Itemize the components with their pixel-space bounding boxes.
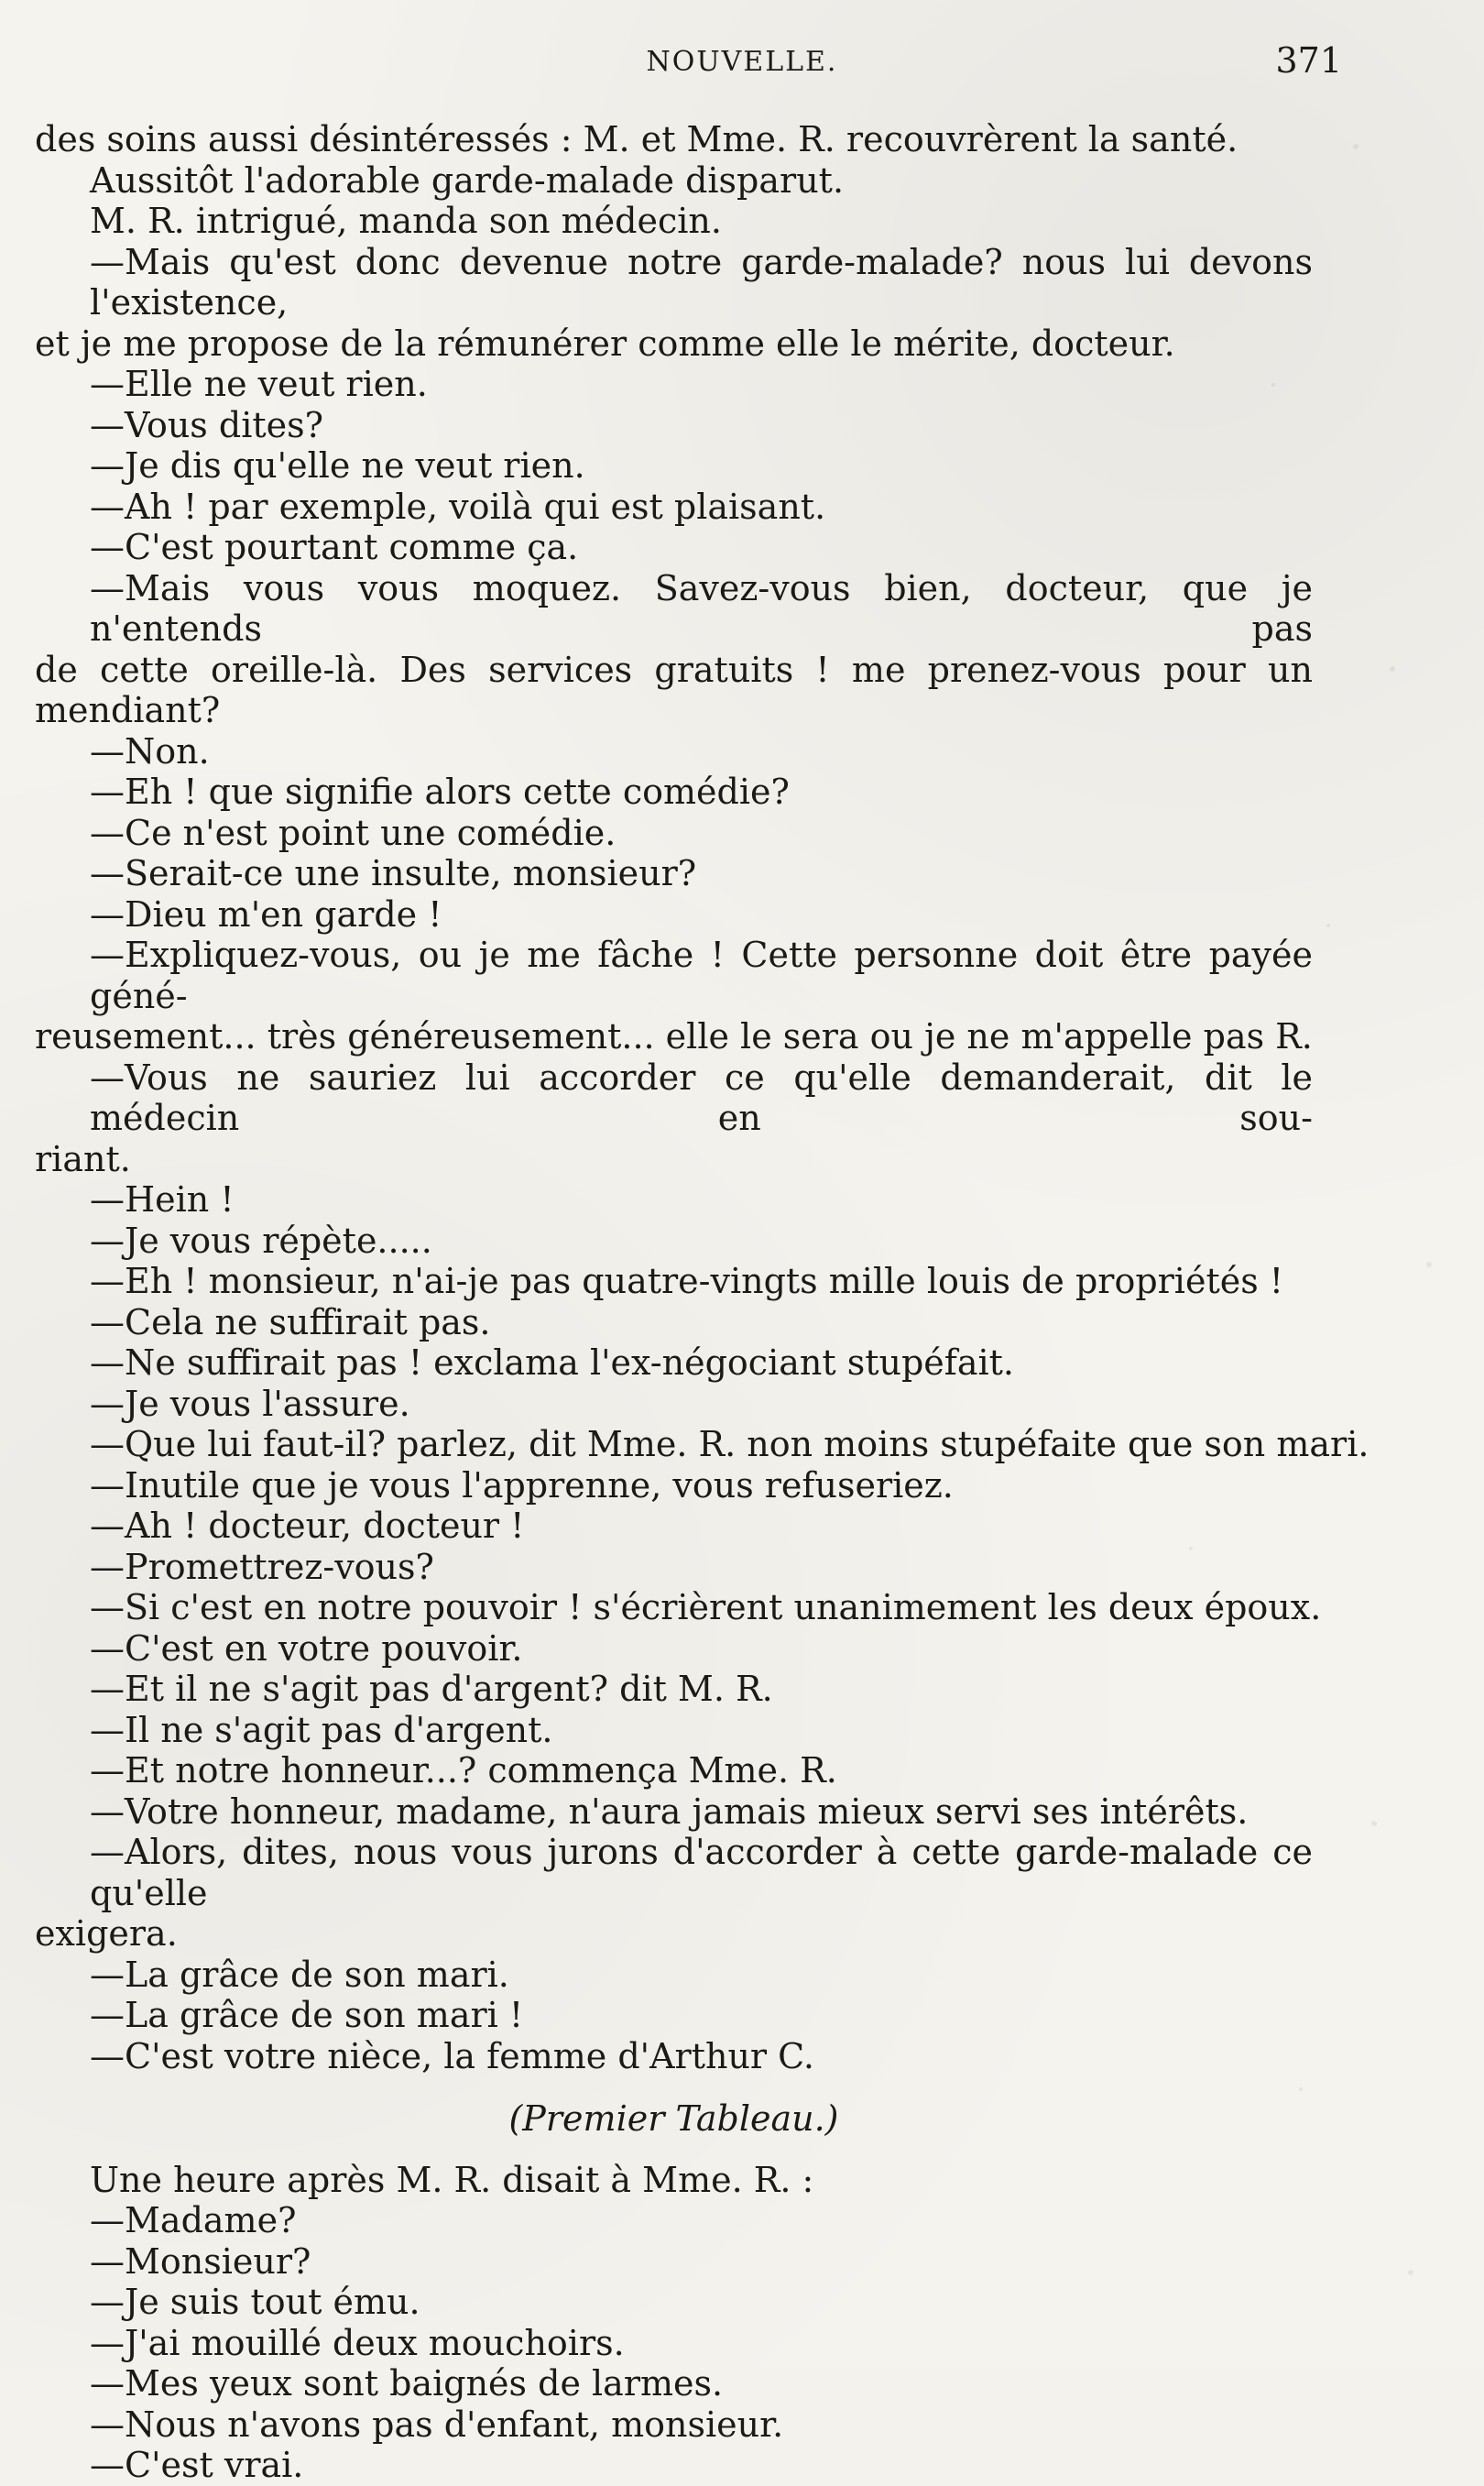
text-body — [35, 119, 1369, 2486]
text-line: —Eh ! monsieur, n'ai-je pas quatre-vingts mille louis de propriétés ! — [90, 1261, 1284, 1301]
text-line: —Et il ne s'agit pas d'argent? dit M. R. — [90, 1669, 773, 1709]
running-head: NOUVELLE. — [646, 46, 838, 78]
text-line: riant. — [35, 1138, 131, 1179]
text-line: —C'est votre nièce, la femme d'Arthur C. — [90, 2035, 814, 2076]
text-line: —Dieu m'en garde ! — [90, 893, 442, 935]
text-line: exigera. — [35, 1913, 178, 1954]
text-line: —Inutile que je vous l'apprenne, vous refuseriez. — [90, 1464, 954, 1506]
text-line: —Mes yeux sont baignés de larmes. — [90, 2363, 724, 2404]
text-line: —Non. — [90, 730, 210, 772]
text-line: reusement... très généreusement... elle le sera ou je ne m'appelle pas R. — [35, 1016, 1313, 1057]
text-line: —Mais vous vous moquez. Savez-vous bien, docteur, que je n'entends pas — [90, 567, 1313, 649]
text-line: —Alors, dites, nous vous jurons d'accorder à cette garde-malade ce qu'elle — [90, 1832, 1313, 1913]
text-line: —C'est vrai. — [90, 2445, 304, 2485]
text-line: M. R. intrigué, manda son médecin. — [90, 201, 722, 241]
text-line: —Hein ! — [90, 1179, 235, 1220]
text-line: —Serait-ce une insulte, monsieur? — [90, 853, 697, 893]
text-line: —Eh ! que signifie alors cette comédie? — [90, 772, 790, 812]
text-line: —Je suis tout ému. — [90, 2282, 420, 2322]
text-line: Aussitôt l'adorable garde-malade disparut. — [90, 159, 845, 201]
text-line: de cette oreille-là. Des services gratuits ! me prenez-vous pour un mendiant? — [35, 649, 1313, 730]
text-line: —Expliquez-vous, ou je me fâche ! Cette personne doit être payée géné- — [90, 935, 1313, 1016]
section-title: (Premier Tableau.) — [508, 2098, 839, 2139]
page-header — [0, 37, 1484, 92]
text-line: —Ce n'est point une comédie. — [90, 812, 617, 853]
text-line: —Je vous l'assure. — [90, 1383, 410, 1424]
text-line: —La grâce de son mari ! — [90, 1995, 524, 2035]
text-line: des soins aussi désintéressés : M. et Mme. R. recouvrèrent la santé. — [35, 119, 1238, 159]
text-line: —Mais qu'est donc devenue notre garde-malade? nous lui devons l'existence, — [90, 241, 1313, 323]
text-line: —Il ne s'agit pas d'argent. — [90, 1709, 553, 1750]
text-line: —C'est en votre pouvoir. — [90, 1627, 523, 1669]
text-line: —Vous dites? — [90, 404, 323, 445]
text-line: —Promettrez-vous? — [90, 1546, 434, 1587]
text-line: —Nous n'avons pas d'enfant, monsieur. — [90, 2404, 784, 2445]
text-line: —Je dis qu'elle ne veut rien. — [90, 445, 585, 486]
text-line: et je me propose de la rémunérer comme elle le mérite, docteur. — [35, 323, 1175, 364]
text-line: —C'est pourtant comme ça. — [90, 527, 579, 567]
text-line: —La grâce de son mari. — [90, 1954, 509, 1995]
text-line: —Elle ne veut rien. — [90, 364, 428, 404]
text-line: —Ne suffirait pas ! exclama l'ex-négociant stupéfait. — [90, 1342, 1015, 1383]
text-line: —Que lui faut-il? parlez, dit Mme. R. non moins stupéfaite que son mari. — [90, 1424, 1369, 1464]
text-line: —Ah ! docteur, docteur ! — [90, 1506, 525, 1546]
text-line: —Je vous répète..... — [90, 1220, 432, 1261]
text-line: —Et notre honneur...? commença Mme. R. — [90, 1750, 837, 1791]
page-number: 371 — [1275, 40, 1342, 81]
text-line: —Votre honneur, madame, n'aura jamais mieux servi ses intérêts. — [90, 1791, 1249, 1832]
text-line: —Cela ne suffirait pas. — [90, 1301, 491, 1342]
text-line: —Vous ne sauriez lui accorder ce qu'elle demanderait, dit le médecin en sou- — [90, 1057, 1313, 1138]
text-line: —Ah ! par exemple, voilà qui est plaisant. — [90, 486, 826, 527]
text-line: —Si c'est en notre pouvoir ! s'écrièrent unanimement les deux époux. — [90, 1587, 1322, 1627]
text-line: —J'ai mouillé deux mouchoirs. — [90, 2322, 625, 2363]
text-line: Une heure après M. R. disait à Mme. R. : — [90, 2159, 814, 2200]
text-line: —Madame? — [90, 2200, 297, 2240]
text-line: —Monsieur? — [90, 2240, 311, 2282]
